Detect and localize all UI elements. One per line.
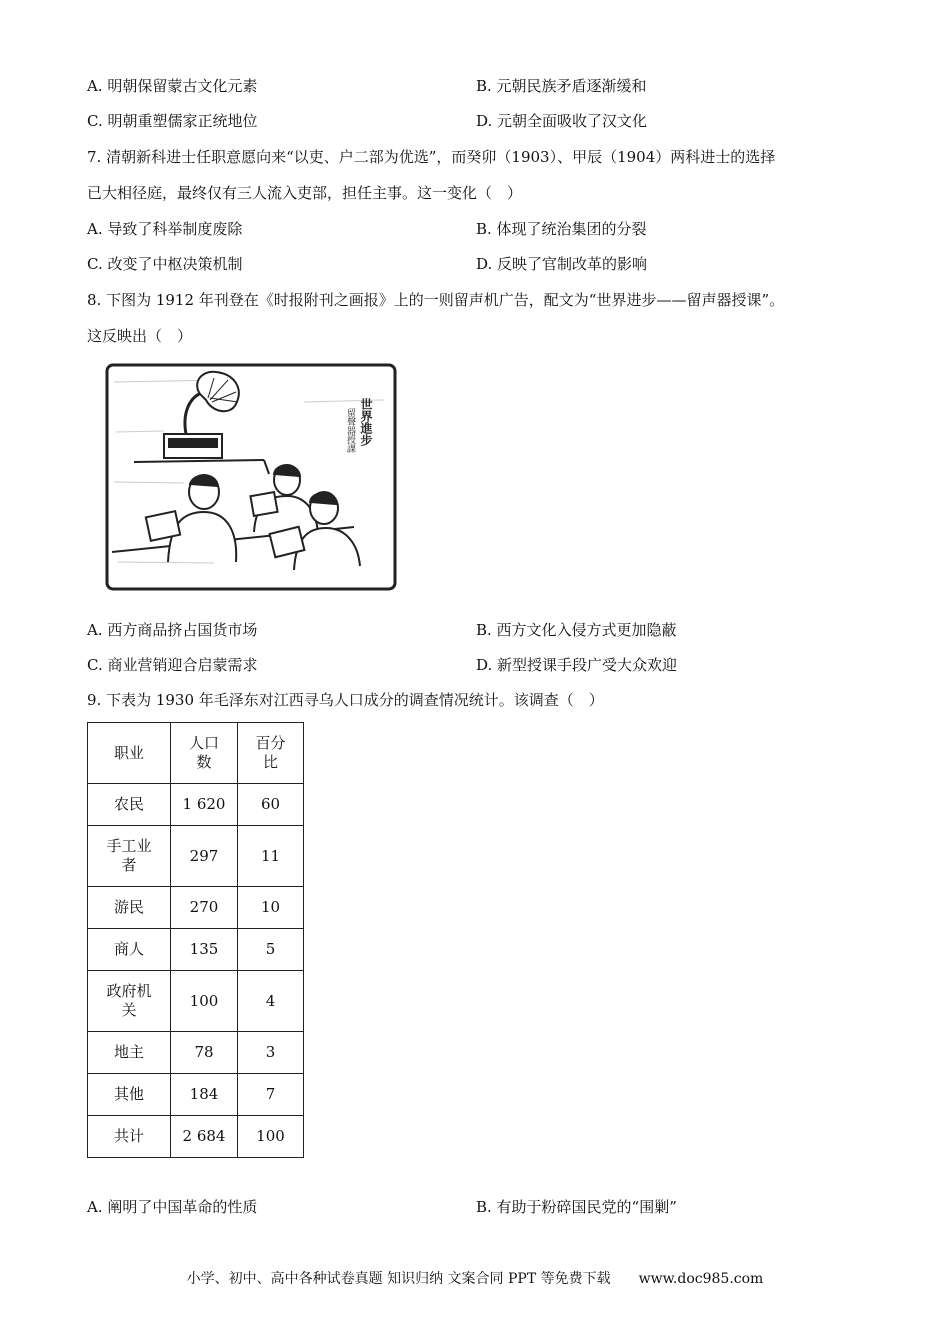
table-cell: 100 — [171, 971, 238, 1032]
table-cell: 共计 — [88, 1116, 171, 1158]
caption-title: 世界進步 — [359, 398, 373, 446]
table-header-cell: 职业 — [88, 723, 171, 784]
table-cell: 11 — [238, 826, 304, 887]
table-cell: 农民 — [88, 784, 171, 826]
table-row — [88, 1116, 304, 1158]
q7-stem-line1: 7. 清朝新科进士任职意愿向来“以吏、户二部为优选”，而癸卯（1903）、甲辰（1904）两科进士的选择 — [87, 148, 776, 166]
table-cell: 7 — [238, 1074, 304, 1116]
q6-option-d: D. 元朝全面吸收了汉文化 — [476, 112, 648, 130]
table-cell: 78 — [171, 1032, 238, 1074]
table-row — [88, 784, 304, 826]
table-cell: 100 — [238, 1116, 304, 1158]
q6-option-b: B. 元朝民族矛盾逐渐缓和 — [476, 77, 647, 95]
table-header-cell: 百分 比 — [238, 723, 304, 784]
table-cell: 1 620 — [171, 784, 238, 826]
q8-option-a: A. 西方商品挤占国货市场 — [87, 621, 258, 639]
table-cell: 5 — [238, 929, 304, 971]
table-row — [88, 971, 304, 1032]
page-footer: 小学、初中、高中各种试卷真题 知识归纳 文案合同 PPT 等免费下载 www.doc985.com — [186, 1271, 764, 1287]
table-cell: 手工业 者 — [88, 826, 171, 887]
table-cell: 其他 — [88, 1074, 171, 1116]
q7-option-d: D. 反映了官制改革的影响 — [476, 255, 648, 273]
q6-option-a: A. 明朝保留蒙古文化元素 — [87, 77, 258, 95]
table-row — [88, 929, 304, 971]
table-header-cell: 人口 数 — [171, 723, 238, 784]
q7-option-b: B. 体现了统治集团的分裂 — [476, 220, 647, 238]
table-cell: 60 — [238, 784, 304, 826]
q8-stem-line1: 8. 下图为 1912 年刊登在《时报附刊之画报》上的一则留声机广告，配文为“世界进步——留声器授课”。 — [87, 291, 785, 309]
table-cell: 297 — [171, 826, 238, 887]
gramophone-advert-illustration — [104, 362, 398, 592]
table-cell: 4 — [238, 971, 304, 1032]
table-header-row — [88, 723, 304, 784]
q8-option-c: C. 商业营销迎合启蒙需求 — [87, 656, 258, 674]
table-row — [88, 887, 304, 929]
table-cell: 270 — [171, 887, 238, 929]
table-cell: 地主 — [88, 1032, 171, 1074]
table-cell: 10 — [238, 887, 304, 929]
q9-stem: 9. 下表为 1930 年毛泽东对江西寻乌人口成分的调查情况统计。该调查（ ） — [87, 691, 604, 709]
q7-option-c: C. 改变了中枢决策机制 — [87, 255, 243, 273]
table-row — [88, 1074, 304, 1116]
table-cell: 184 — [171, 1074, 238, 1116]
table-cell: 游民 — [88, 887, 171, 929]
table-cell: 商人 — [88, 929, 171, 971]
q7-option-a: A. 导致了科举制度废除 — [87, 220, 243, 238]
q7-stem-line2: 已大相径庭，最终仅有三人流入吏部，担任主事。这一变化（ ） — [87, 184, 523, 202]
caption-subtitle: 留聲器授課 — [345, 408, 355, 453]
q8-option-b: B. 西方文化入侵方式更加隐蔽 — [476, 621, 677, 639]
q6-option-c: C. 明朝重塑儒家正统地位 — [87, 112, 258, 130]
table-row — [88, 826, 304, 887]
table-row — [88, 1032, 304, 1074]
q9-option-b: B. 有助于粉碎国民党的“围剿” — [476, 1198, 677, 1216]
q8-option-d: D. 新型授课手段广受大众欢迎 — [476, 656, 678, 674]
table-cell: 2 684 — [171, 1116, 238, 1158]
q8-stem-line2: 这反映出（ ） — [87, 327, 193, 345]
table-cell: 政府机 关 — [88, 971, 171, 1032]
table-cell: 3 — [238, 1032, 304, 1074]
table-cell: 135 — [171, 929, 238, 971]
population-survey-table — [87, 722, 304, 1158]
q9-option-a: A. 阐明了中国革命的性质 — [87, 1198, 258, 1216]
